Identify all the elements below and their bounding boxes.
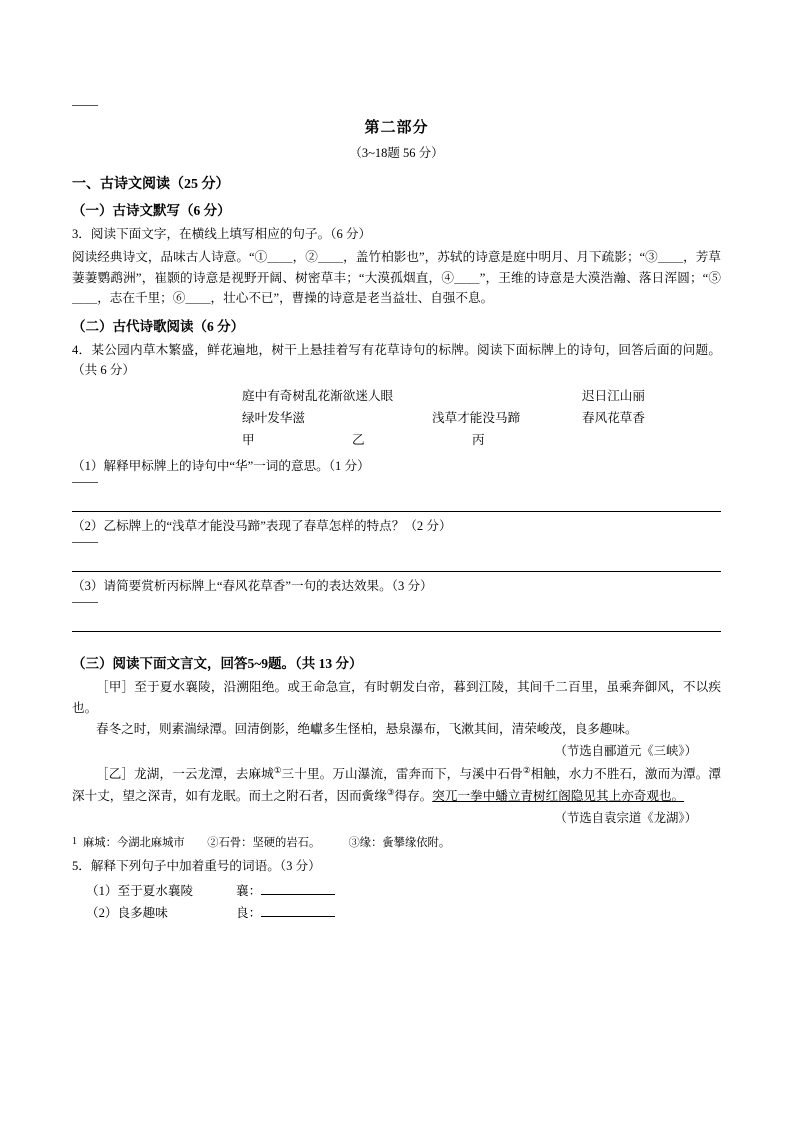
question-5-item-1-text: （1）至于夏水襄陵 — [86, 884, 194, 899]
passage-jia-paragraph-2: 春冬之时，则素湍绿潭。回清倒影，绝巘多生怪柏，悬泉瀑布，飞漱其间，清荣峻茂，良多趣味。 — [96, 721, 638, 736]
question-5-item-2-text: （2）良多趣味 — [86, 906, 168, 921]
passage-yi-text-b: 三十里。万山瀑流，雷奔而下，与溪中石骨 — [281, 766, 523, 781]
answer-line-4-3[interactable] — [72, 605, 721, 632]
subsection-3-title: （三）阅读下面文言文，回答5~9题。（共 13 分） — [72, 655, 363, 671]
passage-yi-paragraph-1 — [72, 763, 721, 807]
answer-blank-5-2[interactable] — [261, 903, 335, 917]
part-subtitle: （3~18题 56 分） — [349, 146, 444, 160]
question-5-item-2 — [86, 902, 721, 924]
poem-cell-yi-1 — [432, 386, 582, 407]
poem-label-row — [72, 430, 721, 451]
section-1-title: 一、古诗文阅读（25 分） — [72, 177, 230, 192]
question-5-item-2-key: 良： — [236, 906, 262, 921]
question-3-prompt: 3．阅读下面文字，在横线上填写相应的句子。（6 分） — [72, 227, 372, 241]
passage-yi-underlined-sentence: 突兀一拳中蟠立青树红阁隐见其上亦奇观也。 — [432, 788, 685, 803]
poem-label-jia: 甲 — [242, 433, 255, 448]
poem-sign-grid — [72, 386, 721, 451]
question-4-2: （2）乙标牌上的“浅草才能没马蹄”表现了春草怎样的特点？（2 分） — [72, 518, 452, 533]
answer-blank-5-1[interactable] — [261, 881, 335, 895]
footnote-marker-3: ③ — [386, 786, 395, 797]
answer-line-4-1[interactable] — [72, 485, 721, 512]
subsection-1-title: （一）古诗文默写（6 分） — [72, 203, 231, 218]
question-5-prompt: 5．解释下列句子中加着重号的词语。（3 分） — [72, 858, 321, 873]
poem-row — [72, 408, 721, 429]
answer-tick-2 — [72, 542, 98, 543]
poem-cell-bing-1: 迟日江山丽 — [582, 389, 645, 404]
answer-tick-3 — [72, 602, 98, 603]
passage-yi-text-c: 相触，水力不胜石，激而为潭。潭深十丈，望之深青，如有龙眠。而土之附石者，因而夤缘 — [72, 766, 722, 803]
answer-tick-1 — [72, 482, 98, 483]
poem-cell-jia-2: 绿叶发华滋 — [242, 410, 305, 425]
passage-yi-source: （节选自袁宗道《龙湖》） — [554, 810, 697, 825]
question-4-prompt: 4．某公园内草木繁盛，鲜花遍地，树干上悬挂着写有花草诗句的标牌。阅读下面标牌上的诗句，回答后面的问题。（共 6 分） — [72, 342, 721, 377]
page-top-tick — [72, 105, 98, 106]
question-4-3: （3）请简要赏析丙标牌上“春风花草香”一句的表达效果。（3 分） — [72, 578, 433, 593]
footnote-marker-2: ② — [522, 764, 531, 775]
part-title: 第二部分 — [364, 120, 429, 136]
question-5-item-1-key: 襄： — [236, 884, 262, 899]
footnotes — [72, 834, 721, 852]
footnote-content: 麻城：今湖北麻城市 ②石骨：坚硬的岩石。 ③缘：夤攀缘依附。 — [83, 836, 451, 849]
passage-jia-paragraph-1: ［甲］至于夏水襄陵，沿溯阻绝。或王命急宣，有时朝发白帝，暮到江陵，其间千二百里，虽乘奔御风，不以疾也。 — [72, 679, 721, 715]
footnote-marker-1: ① — [273, 764, 282, 775]
passage-jia-source: （节选自郦道元《三峡》） — [554, 743, 697, 758]
poem-label-bing: 丙 — [472, 433, 485, 448]
poem-cell-jia-1: 庭中有奇树乱花渐欲迷人眼 — [242, 389, 394, 404]
footnote-index: 1 — [72, 835, 77, 847]
question-3-body: 阅读经典诗文，品味古人诗意。“①＿＿，②＿＿，盖竹柏影也”，苏轼的诗意是庭中明月、月下疏影；“③＿＿，芳草萋萋鹦鹉洲”，崔颢的诗意是视野开阔、树密草丰；“大漠孤烟直，④＿＿”，王维的诗意是大漠浩瀚、落日浑圆；“⑤＿＿，志在千里；⑥＿＿，壮心不已”，曹操的诗意是老当益壮、自强不息。 — [72, 250, 721, 306]
answer-line-4-2[interactable] — [72, 545, 721, 572]
poem-row — [72, 386, 721, 407]
question-5-item-1 — [86, 880, 721, 902]
passage-yi-text-a: ［乙］龙湖，一云龙潭，去麻城 — [96, 766, 274, 781]
passage-yi-text-d: 得存。 — [394, 788, 433, 803]
poem-cell-bing-2: 春风花草香 — [582, 410, 645, 425]
question-4-1: （1）解释甲标牌上的诗句中“华”一词的意思。（1 分） — [72, 458, 370, 473]
poem-label-yi: 乙 — [352, 433, 365, 448]
subsection-2-title: （二）古代诗歌阅读（6 分） — [72, 318, 245, 334]
poem-cell-yi-2: 浅草才能没马蹄 — [432, 410, 521, 425]
